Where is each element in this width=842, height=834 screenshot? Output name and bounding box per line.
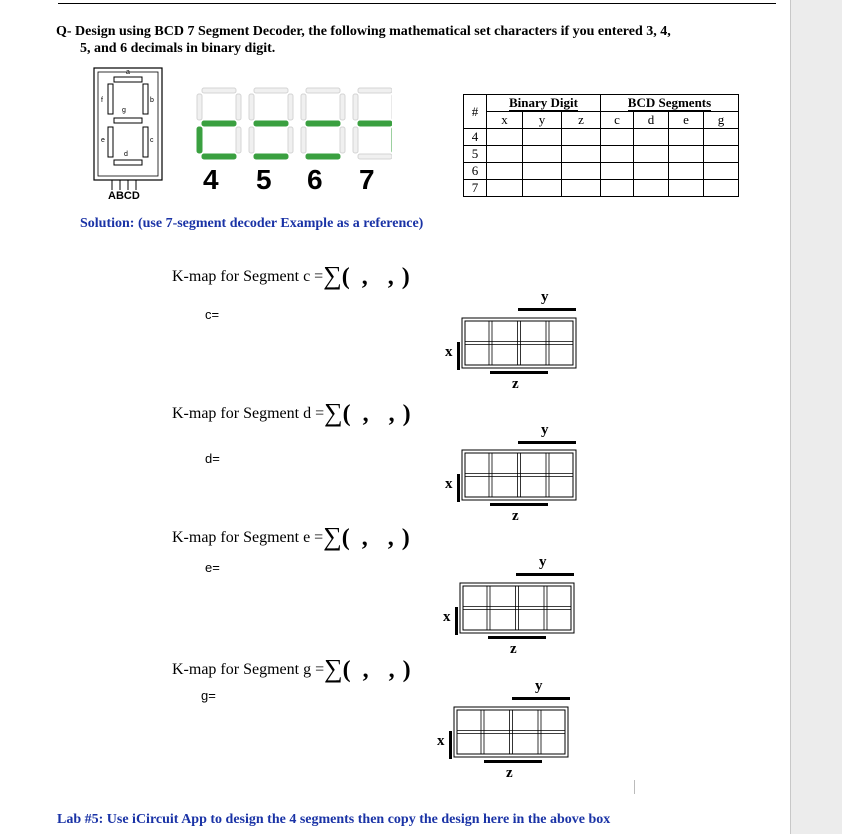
truth-table <box>463 94 739 197</box>
kmap-var-z: z <box>510 641 517 657</box>
equation-g[interactable]: g= <box>201 688 216 703</box>
table-cell[interactable] <box>562 129 601 146</box>
display-4-segment-f <box>353 94 358 120</box>
display-3-segment-d <box>306 154 340 159</box>
y-bar <box>512 697 570 700</box>
equation-d[interactable]: d= <box>205 451 220 466</box>
col-x: x <box>487 112 523 129</box>
close-paren: ) <box>401 264 410 290</box>
kmap-var-x: x <box>443 609 451 625</box>
close-paren: ) <box>401 525 410 551</box>
y-bar <box>518 308 576 311</box>
open-paren: ( <box>342 657 351 683</box>
kmap-var-z: z <box>512 508 519 524</box>
digit-label-3: 6 <box>307 164 323 195</box>
table-row <box>464 180 739 197</box>
table-cell[interactable] <box>487 180 523 197</box>
kmap-var-z: z <box>512 376 519 392</box>
table-cell[interactable] <box>634 129 669 146</box>
table-cell[interactable] <box>601 129 634 146</box>
display-3-segment-f <box>301 94 306 120</box>
display-1-segment-e <box>197 127 202 153</box>
kmap-grid-g[interactable] <box>452 705 570 759</box>
table-cell[interactable] <box>634 146 669 163</box>
kmap-var-x: x <box>437 733 445 749</box>
z-bar <box>488 636 546 639</box>
table-cell[interactable] <box>562 180 601 197</box>
table-row <box>464 163 739 180</box>
equation-c[interactable]: c= <box>205 307 220 322</box>
table-cell[interactable] <box>601 180 634 197</box>
col-d: d <box>634 112 669 129</box>
seg-label-g: g <box>122 107 126 114</box>
seg-label-d: d <box>124 151 128 158</box>
table-cell[interactable] <box>487 146 523 163</box>
row-number: 5 <box>464 146 487 163</box>
equation-e[interactable]: e= <box>205 560 220 575</box>
display-1-segment-g <box>202 121 236 126</box>
display-2-segment-b <box>288 94 293 120</box>
kmap-title-g <box>172 654 411 684</box>
row-number: 4 <box>464 129 487 146</box>
display-1-segment-a <box>202 88 236 93</box>
table-cell[interactable] <box>601 146 634 163</box>
seg-label-f: f <box>101 97 103 104</box>
solution-heading: Solution: (use 7-segment decoder Example as a reference) <box>80 216 424 231</box>
open-paren: ( <box>341 264 350 290</box>
comma: , <box>361 525 368 551</box>
display-2-segment-f <box>249 94 254 120</box>
col-y: y <box>523 112 562 129</box>
kmap-title-text: K-map for Segment d = <box>172 405 325 422</box>
close-paren: ) <box>402 657 411 683</box>
kmap-var-y: y <box>535 678 543 694</box>
binary-digit-header-text: Binary Digit <box>509 95 578 110</box>
table-cell[interactable] <box>704 180 739 197</box>
table-cell[interactable] <box>669 180 704 197</box>
z-bar <box>490 503 548 506</box>
y-bar <box>518 441 576 444</box>
binary-digit-header <box>487 95 601 112</box>
open-paren: ( <box>341 525 350 551</box>
sigma-symbol: ∑ <box>323 522 342 551</box>
comma: , <box>387 264 394 290</box>
table-row <box>464 146 739 163</box>
question-line-1: Q- Design using BCD 7 Segment Decoder, the following mathematical set characters if you entered 3, 4, <box>56 24 671 39</box>
display-1-segment-f <box>197 94 202 120</box>
table-cell[interactable] <box>634 180 669 197</box>
seg-label-b: b <box>150 97 154 104</box>
table-cell[interactable] <box>634 163 669 180</box>
digit-displays <box>192 86 392 161</box>
table-cell[interactable] <box>523 129 562 146</box>
text-cursor <box>634 780 635 794</box>
display-2-segment-c <box>288 127 293 153</box>
display-2-segment-a <box>254 88 288 93</box>
display-4-segment-g <box>358 121 392 126</box>
kmap-title-text: K-map for Segment c = <box>172 268 324 285</box>
digit-label-4: 7 <box>359 164 375 195</box>
table-cell[interactable] <box>669 163 704 180</box>
comma: , <box>362 401 369 427</box>
seg-label-a: a <box>126 69 130 76</box>
sigma-symbol: ∑ <box>324 654 343 683</box>
bcd-segments-header <box>601 95 739 112</box>
seg-label-e: e <box>101 137 105 144</box>
col-z: z <box>562 112 601 129</box>
z-bar <box>490 371 548 374</box>
digit-label-2: 5 <box>256 164 272 195</box>
kmap-var-x: x <box>445 344 453 360</box>
display-3-segment-c <box>340 127 345 153</box>
display-1-segment-d <box>202 154 236 159</box>
table-cell[interactable] <box>523 180 562 197</box>
table-cell[interactable] <box>523 163 562 180</box>
row-number: 7 <box>464 180 487 197</box>
display-4-segment-d <box>358 154 392 159</box>
display-1-segment-c <box>236 127 241 153</box>
table-cell[interactable] <box>669 129 704 146</box>
table-cell[interactable] <box>562 146 601 163</box>
table-cell[interactable] <box>601 163 634 180</box>
table-cell[interactable] <box>562 163 601 180</box>
display-2-segment-d <box>254 154 288 159</box>
kmap-title-e <box>172 522 410 552</box>
z-bar <box>484 760 542 763</box>
digit-label-1: 4 <box>203 164 219 195</box>
display-2-segment-e <box>249 127 254 153</box>
kmap-title-text: K-map for Segment g = <box>172 661 325 678</box>
lab-instruction: Lab #5: Use iCircuit App to design the 4 segments then copy the design here in the above box <box>57 812 611 827</box>
display-3-segment-a <box>306 88 340 93</box>
kmap-var-y: y <box>539 554 547 570</box>
comma: , <box>361 264 368 290</box>
table-cell[interactable] <box>487 163 523 180</box>
kmap-var-x: x <box>445 476 453 492</box>
display-4-segment-e <box>353 127 358 153</box>
question-text <box>56 23 671 57</box>
kmap-var-y: y <box>541 422 549 438</box>
kmap-grid-c[interactable] <box>460 316 578 370</box>
kmap-grid-d[interactable] <box>460 448 578 502</box>
table-cell[interactable] <box>704 129 739 146</box>
side-scrollbar-area <box>790 0 842 834</box>
comma: , <box>387 525 394 551</box>
display-3-segment-g <box>306 121 340 126</box>
display-2-segment-g <box>254 121 288 126</box>
input-label: ABCD <box>108 190 140 202</box>
col-g: g <box>704 112 739 129</box>
col-e: e <box>669 112 704 129</box>
col-c: c <box>601 112 634 129</box>
table-cell[interactable] <box>704 163 739 180</box>
comma: , <box>388 657 395 683</box>
display-4-segment-a <box>358 88 392 93</box>
seg-label-c: c <box>150 137 154 144</box>
close-paren: ) <box>402 401 411 427</box>
sigma-symbol: ∑ <box>323 261 342 290</box>
comma: , <box>388 401 395 427</box>
row-number: 6 <box>464 163 487 180</box>
table-cell[interactable] <box>487 129 523 146</box>
table-cell[interactable] <box>704 146 739 163</box>
kmap-title-d <box>172 398 411 428</box>
seven-segment-reference-diagram <box>88 62 168 202</box>
question-line-2: 5, and 6 decimals in binary digit. <box>80 41 276 56</box>
table-cell[interactable] <box>669 146 704 163</box>
display-3-segment-e <box>301 127 306 153</box>
display-1-segment-b <box>236 94 241 120</box>
comma: , <box>362 657 369 683</box>
top-rule <box>58 3 776 4</box>
sigma-symbol: ∑ <box>324 398 343 427</box>
table-cell[interactable] <box>523 146 562 163</box>
y-bar <box>516 573 574 576</box>
display-3-segment-b <box>340 94 345 120</box>
kmap-grid-e[interactable] <box>458 581 576 635</box>
kmap-title-c <box>172 261 410 291</box>
hash-header: # <box>464 95 487 129</box>
kmap-var-y: y <box>541 289 549 305</box>
bcd-segments-header-text: BCD Segments <box>627 95 712 110</box>
kmap-title-text: K-map for Segment e = <box>172 529 324 546</box>
table-row <box>464 129 739 146</box>
open-paren: ( <box>342 401 351 427</box>
kmap-var-z: z <box>506 765 513 781</box>
